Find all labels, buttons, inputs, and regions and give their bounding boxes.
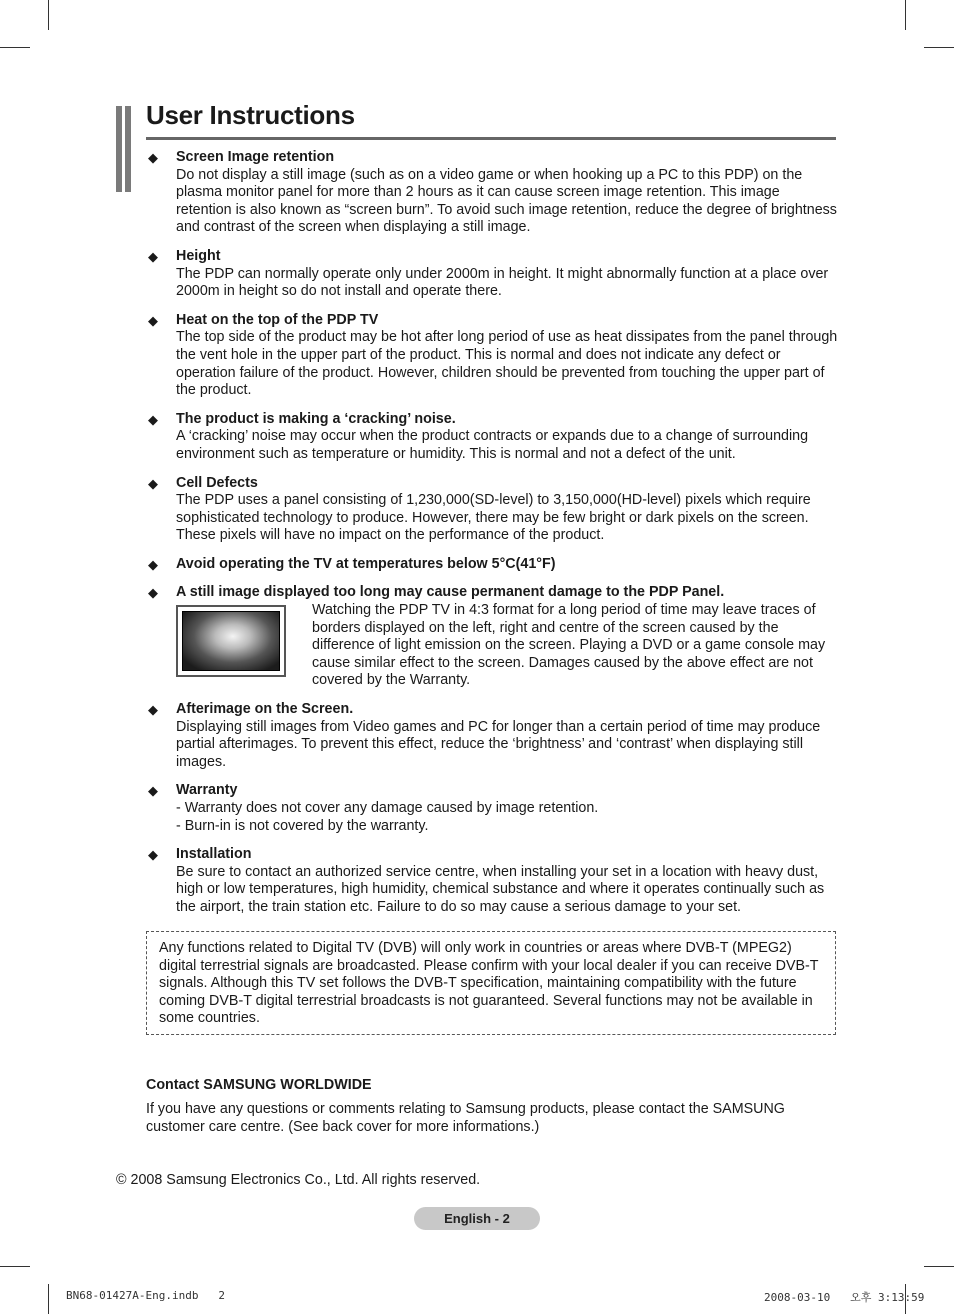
dvb-notice-text: Any functions related to Digital TV (DVB) will only work in countries or areas where DVB-T (MPEG2) digital terrestrial signals are broadcasted. Please confirm with your local dealer if you can receive DVB-T signals. Although this TV set follows the DVB-T specification, maintaining compatibility with the future coming DVB-T digital terrestrial broadcasts is not guaranteed. Several functions may not be available in some countries. xyxy=(159,940,819,1027)
crop-mark xyxy=(0,1266,30,1267)
contact-body: If you have any questions or comments relating to Samsung products, please contact the SAMSUNG customer care centre. (See back cover for more informations.) xyxy=(146,1101,785,1135)
print-date-info xyxy=(764,1289,924,1305)
list-item xyxy=(146,556,838,574)
print-file-info xyxy=(66,1289,225,1302)
item-title: Height xyxy=(176,247,221,264)
item-body: Be sure to contact an authorized service centre, when installing your set in a location with heavy dust, high or low temperatures, high humidity, chemical substance and where it operates continually such as the airport, the train station etc. Failure to do so may cause a serious damage to your set. xyxy=(176,863,825,915)
list-item xyxy=(146,782,838,835)
dvb-notice-box xyxy=(146,931,836,1035)
item-title: Installation xyxy=(176,846,252,863)
list-item xyxy=(146,312,838,400)
item-body: The PDP can normally operate only under 2000m in height. It might abnormally function at a place over 2000m in height so do not install and operate there. xyxy=(176,265,829,300)
crop-mark xyxy=(924,47,954,48)
item-title: Cell Defects xyxy=(176,474,258,491)
page-number-badge: English - 2 xyxy=(414,1207,540,1230)
list-item xyxy=(146,248,838,301)
item-title: A still image displayed too long may cause permanent damage to the PDP Panel. xyxy=(176,584,725,601)
print-date: 2008-03-10 오후 3:13:59 xyxy=(764,1291,925,1304)
instruction-list xyxy=(146,149,838,928)
item-body: Do not display a still image (such as on a video game or when hooking up a PC to this PDP) on the plasma monitor panel for more than 2 hours as it can cause screen image retention. This image retention is also known as “screen burn”. To avoid such image retention, reduce the degree of brightness and contrast of the screen when displaying a still image. xyxy=(176,166,837,236)
bullet-diamond-icon: ◆ xyxy=(148,411,158,427)
item-body: Displaying still images from Video games and PC for longer than a certain period of time may produce partial afterimages. To prevent this effect, reduce the ‘brightness’ and ‘contrast’ when displaying still images. xyxy=(176,718,821,770)
list-item xyxy=(146,846,838,916)
list-item xyxy=(146,149,838,237)
bullet-diamond-icon: ◆ xyxy=(148,702,158,718)
bullet-diamond-icon: ◆ xyxy=(148,783,158,799)
list-item xyxy=(146,475,838,545)
title-rule xyxy=(146,137,836,140)
copyright-notice: © 2008 Samsung Electronics Co., Ltd. All rights reserved. xyxy=(116,1172,481,1188)
page-title: User Instructions xyxy=(146,100,355,130)
bullet-diamond-icon: ◆ xyxy=(148,585,158,601)
bullet-diamond-icon: ◆ xyxy=(148,556,158,572)
crop-mark xyxy=(48,0,49,30)
list-item xyxy=(146,411,838,464)
item-title: Afterimage on the Screen. xyxy=(176,701,354,718)
crop-mark xyxy=(48,1284,49,1314)
item-body-line: - Burn-in is not covered by the warranty. xyxy=(176,817,429,834)
item-body: Watching the PDP TV in 4:3 format for a long period of time may leave traces of borders displayed on the left, right and centre of the screen caused by the difference of light emission on the screen. Playing a DVD or a game console may cause similar effect to the screen. Damages caused by the above effect are not covered by the Warranty. xyxy=(312,602,826,689)
item-body-line: - Warranty does not cover any damage caused by image retention. xyxy=(176,800,599,816)
contact-title: Contact SAMSUNG WORLDWIDE xyxy=(146,1077,372,1093)
item-title: Avoid operating the TV at temperatures below 5°C(41°F) xyxy=(176,555,556,572)
bullet-diamond-icon: ◆ xyxy=(148,248,158,264)
crop-mark xyxy=(905,0,906,30)
item-body: The PDP uses a panel consisting of 1,230,000(SD-level) to 3,150,000(HD-level) pixels which require sophisticated technology to produce. However, there may be few bright or dark pixels on the screen. These pixels will have no impact on the performance of the product. xyxy=(176,492,811,544)
file-name: BN68-01427A-Eng.indb 2 xyxy=(66,1289,225,1302)
item-title: Screen Image retention xyxy=(176,149,335,165)
item-body: A ‘cracking’ noise may occur when the product contracts or expands due to a change of surrounding environment such as temperature or humidity. This is normal and not a defect of the unit. xyxy=(176,428,809,462)
crop-mark xyxy=(0,47,30,48)
crop-mark xyxy=(924,1266,954,1267)
item-title: Warranty xyxy=(176,782,238,799)
list-item xyxy=(146,584,838,690)
bullet-diamond-icon: ◆ xyxy=(148,847,158,863)
bullet-diamond-icon: ◆ xyxy=(148,312,158,328)
bullet-diamond-icon: ◆ xyxy=(148,150,158,165)
item-title: Heat on the top of the PDP TV xyxy=(176,311,379,328)
item-title: The product is making a ‘cracking’ noise. xyxy=(176,410,456,427)
tv-screen-picture xyxy=(182,611,280,671)
screen-retention-image xyxy=(176,605,286,677)
bullet-diamond-icon: ◆ xyxy=(148,475,158,491)
list-item xyxy=(146,701,838,771)
item-body: The top side of the product may be hot after long period of use as heat dissipates from the panel through the vent hole in the upper part of the product. This is normal and does not indicate any defect or operation failure of the product. However, children should be prevented from touching the upper part of the product. xyxy=(176,329,838,399)
